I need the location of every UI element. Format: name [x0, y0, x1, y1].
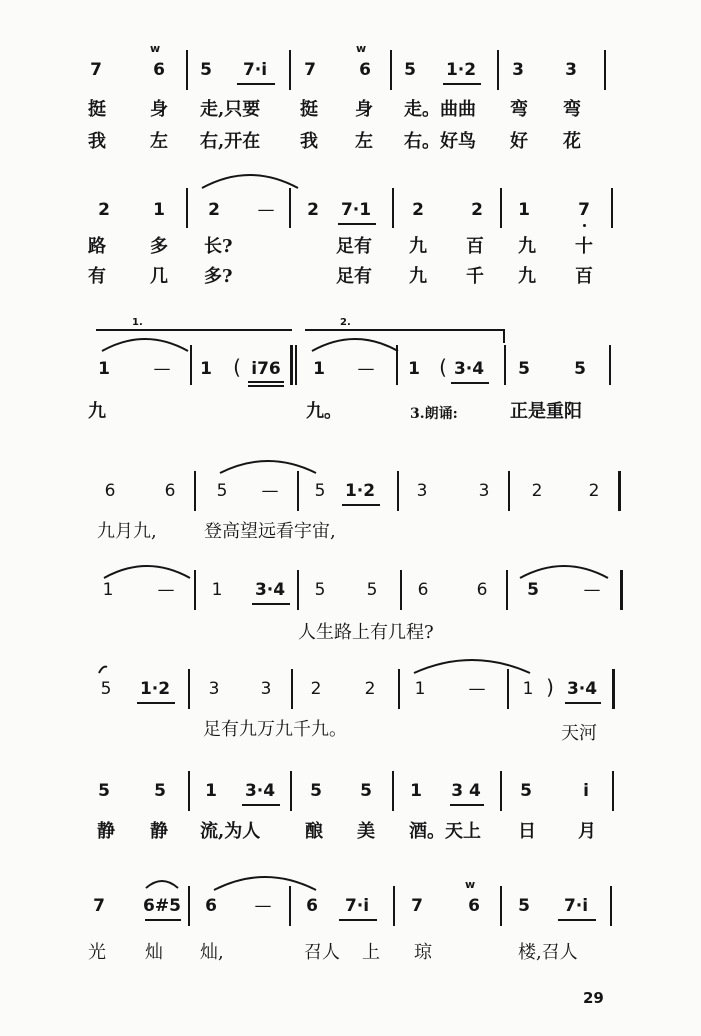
score-system-2	[0, 170, 701, 300]
note: 5	[98, 781, 110, 801]
repeat-barline	[290, 345, 293, 385]
ornament-mordent: w	[150, 42, 161, 55]
underline	[339, 919, 377, 921]
volta-1-label: 1.	[132, 317, 143, 328]
barline	[290, 771, 292, 811]
note: 1	[200, 359, 212, 379]
note: 3·4	[244, 781, 276, 801]
note: 1	[153, 200, 165, 220]
lyric: 十	[575, 236, 593, 257]
barline	[289, 886, 291, 926]
lyric: 人生路上有几程?	[298, 622, 434, 643]
lyric: 灿,	[200, 942, 224, 963]
barline	[610, 886, 612, 926]
note: 6	[306, 896, 318, 916]
lyric: 千	[466, 266, 484, 287]
barline	[188, 771, 190, 811]
note: 5	[366, 580, 378, 600]
lyric: 多?	[204, 266, 233, 287]
note: 2	[98, 200, 110, 220]
volta-bracket-1	[96, 329, 292, 331]
note: 1	[410, 781, 422, 801]
barline	[500, 886, 502, 926]
barline	[289, 188, 291, 228]
underline	[451, 382, 489, 384]
volta-bracket-2	[305, 329, 505, 331]
note: 1·2	[139, 679, 171, 699]
score-system-8	[0, 870, 701, 980]
note: 5	[574, 359, 586, 379]
note: 5	[200, 60, 212, 80]
barline	[194, 471, 196, 511]
barline	[500, 188, 502, 228]
note: i76	[251, 359, 281, 379]
note: 5	[216, 481, 228, 501]
barline	[400, 570, 402, 610]
underline	[443, 83, 481, 85]
underline	[565, 702, 601, 704]
lyric: 流,为人	[200, 821, 261, 842]
barline	[393, 886, 395, 926]
underline	[137, 702, 175, 704]
note: 1	[98, 359, 110, 379]
note: 3	[565, 60, 577, 80]
lyric: 九	[409, 236, 427, 257]
note: 6	[359, 60, 371, 80]
underline	[558, 919, 596, 921]
lyric: 右。好鸟	[404, 131, 476, 152]
page-number: 29	[583, 989, 604, 1007]
barline	[297, 570, 299, 610]
slur	[412, 655, 532, 675]
lyric: 多	[150, 236, 168, 257]
lyric: 正是重阳	[510, 401, 582, 422]
note: 6#5	[143, 896, 181, 916]
lyric: 九。	[306, 401, 342, 422]
note: 2	[310, 679, 322, 699]
octave-dot	[583, 224, 586, 227]
lyric: 挺	[300, 99, 318, 120]
note: 3 4	[451, 781, 481, 801]
lyric: 足有	[336, 266, 372, 287]
lyric: 上	[362, 942, 380, 963]
note: 5	[314, 481, 326, 501]
lyric: 有	[88, 266, 106, 287]
lyric: 九	[409, 266, 427, 287]
lyric: 静	[97, 821, 115, 842]
note: 1	[522, 679, 534, 699]
lyric: 百	[575, 266, 593, 287]
barline	[612, 771, 614, 811]
note: 5	[527, 580, 539, 600]
note: —	[357, 359, 375, 379]
underline	[248, 381, 284, 383]
barline	[398, 669, 400, 709]
barline	[604, 50, 606, 90]
slur	[200, 170, 300, 190]
barline	[397, 471, 399, 511]
lyric: 琼	[414, 942, 432, 963]
barline	[186, 188, 188, 228]
lyric: 弯	[563, 99, 581, 120]
barline	[289, 50, 291, 90]
lyric: 美	[357, 821, 375, 842]
barline	[291, 669, 293, 709]
score-system-1	[0, 30, 701, 170]
underline	[248, 385, 284, 387]
lyric: 日	[518, 821, 536, 842]
note: 5	[518, 359, 530, 379]
note: 5	[100, 679, 112, 699]
volta-bracket-2-end	[503, 329, 505, 343]
barline	[620, 570, 623, 610]
lyric: 静	[150, 821, 168, 842]
lyric: 路	[88, 236, 106, 257]
underline	[145, 919, 181, 921]
barline	[618, 471, 621, 511]
note: i	[583, 781, 589, 801]
underline	[450, 804, 484, 806]
barline	[392, 188, 394, 228]
note: 2	[208, 200, 220, 220]
score-system-3	[0, 315, 701, 435]
note: 5	[518, 896, 530, 916]
lyric: 我	[300, 131, 318, 152]
underline	[252, 603, 290, 605]
note: 1	[211, 580, 223, 600]
note: 7	[90, 60, 102, 80]
lyric: 身	[150, 99, 168, 120]
score-system-7	[0, 765, 701, 865]
note: 7·i	[344, 896, 370, 916]
note: 2	[364, 679, 376, 699]
note: 3	[512, 60, 524, 80]
note: 7	[304, 60, 316, 80]
slur	[310, 333, 400, 353]
lyric: 右,开在	[200, 131, 261, 152]
note: 3	[208, 679, 220, 699]
note: 5	[404, 60, 416, 80]
note: 1	[205, 781, 217, 801]
barline	[194, 570, 196, 610]
note: —	[261, 481, 279, 501]
lyric: 足有九万九千九。	[203, 719, 347, 740]
score-system-6	[0, 655, 701, 755]
volta-2-label: 2.	[340, 317, 351, 328]
lyric: 左	[150, 131, 168, 152]
note: 6	[164, 481, 176, 501]
lyric: 九	[518, 236, 536, 257]
note: 5	[360, 781, 372, 801]
lyric: 走。曲曲	[404, 99, 476, 120]
lyric: 花	[563, 131, 581, 152]
slur	[212, 872, 318, 892]
barline	[500, 771, 502, 811]
note: 6	[476, 580, 488, 600]
lyric: 长?	[204, 236, 233, 257]
note: 6	[153, 60, 165, 80]
barline	[506, 570, 508, 610]
note: 7	[411, 896, 423, 916]
barline	[188, 669, 190, 709]
note: 6	[205, 896, 217, 916]
note: 7	[578, 200, 590, 220]
note: 7·i	[563, 896, 589, 916]
lyric: 足有	[336, 236, 372, 257]
note: 1	[408, 359, 420, 379]
barline	[392, 771, 394, 811]
lyric: 九	[88, 401, 106, 422]
barline	[508, 471, 510, 511]
note: 3	[416, 481, 428, 501]
note: 2	[412, 200, 424, 220]
note: 1·2	[344, 481, 376, 501]
underline	[242, 804, 280, 806]
note: 5	[310, 781, 322, 801]
slur	[98, 665, 108, 675]
note: 3·4	[254, 580, 286, 600]
note: —	[468, 679, 486, 699]
lyric: 九	[518, 266, 536, 287]
lyric: 我	[88, 131, 106, 152]
barline	[507, 669, 509, 709]
lyric: 召人	[304, 942, 340, 963]
barline	[609, 345, 611, 385]
lyric: 九月九,	[97, 521, 157, 542]
note: 2	[471, 200, 483, 220]
underline	[237, 83, 275, 85]
lyric: 天河	[561, 723, 597, 744]
slur	[518, 560, 610, 580]
lyric: 百	[466, 236, 484, 257]
note: 5	[314, 580, 326, 600]
barline	[297, 471, 299, 511]
repeat-barline	[295, 345, 297, 385]
note: —	[583, 580, 601, 600]
note: 7·i	[242, 60, 268, 80]
score-system-4	[0, 455, 701, 555]
note: 6	[417, 580, 429, 600]
note: 3	[260, 679, 272, 699]
slur	[100, 333, 190, 353]
lyric: 酿	[305, 821, 323, 842]
barline	[188, 886, 190, 926]
barline	[497, 50, 499, 90]
ornament-mordent: w	[356, 42, 367, 55]
note: —	[153, 359, 171, 379]
note: —	[157, 580, 175, 600]
lyric: 几	[150, 266, 168, 287]
ornament-mordent: w	[465, 878, 476, 891]
note: —	[254, 896, 272, 916]
note: 1	[313, 359, 325, 379]
paren-open: (	[439, 355, 447, 379]
note: 1	[102, 580, 114, 600]
slur	[218, 455, 318, 475]
note: —	[257, 200, 275, 220]
note: 5	[154, 781, 166, 801]
underline	[342, 504, 380, 506]
lyric: 灿	[145, 942, 163, 963]
lyric: 好	[510, 131, 528, 152]
note: 1	[414, 679, 426, 699]
note: 6	[468, 896, 480, 916]
underline	[338, 223, 376, 225]
barline	[612, 669, 615, 709]
note: 5	[520, 781, 532, 801]
note: 3	[478, 481, 490, 501]
note: 1·2	[445, 60, 477, 80]
lyric: 光	[88, 942, 106, 963]
lyric: 弯	[510, 99, 528, 120]
note: 6	[104, 481, 116, 501]
note: 1	[518, 200, 530, 220]
lyric: 左	[355, 131, 373, 152]
note: 2	[307, 200, 319, 220]
note: 7·1	[340, 200, 372, 220]
slur	[102, 560, 192, 580]
score-system-5	[0, 560, 701, 650]
lyric: 酒。天上	[409, 821, 481, 842]
paren-open: (	[233, 355, 241, 379]
note: 2	[531, 481, 543, 501]
lyric: 登高望远看宇宙,	[204, 521, 336, 542]
paren-close: )	[546, 675, 554, 699]
note: 2	[588, 481, 600, 501]
lyric: 3.朗诵:	[410, 406, 458, 422]
note: 3·4	[566, 679, 598, 699]
lyric: 月	[578, 821, 596, 842]
lyric: 身	[355, 99, 373, 120]
lyric: 走,只要	[200, 99, 261, 120]
slur	[144, 876, 180, 890]
lyric: 挺	[88, 99, 106, 120]
barline	[611, 188, 613, 228]
note: 3·4	[453, 359, 485, 379]
lyric: 楼,召人	[518, 942, 578, 963]
note: 7	[93, 896, 105, 916]
